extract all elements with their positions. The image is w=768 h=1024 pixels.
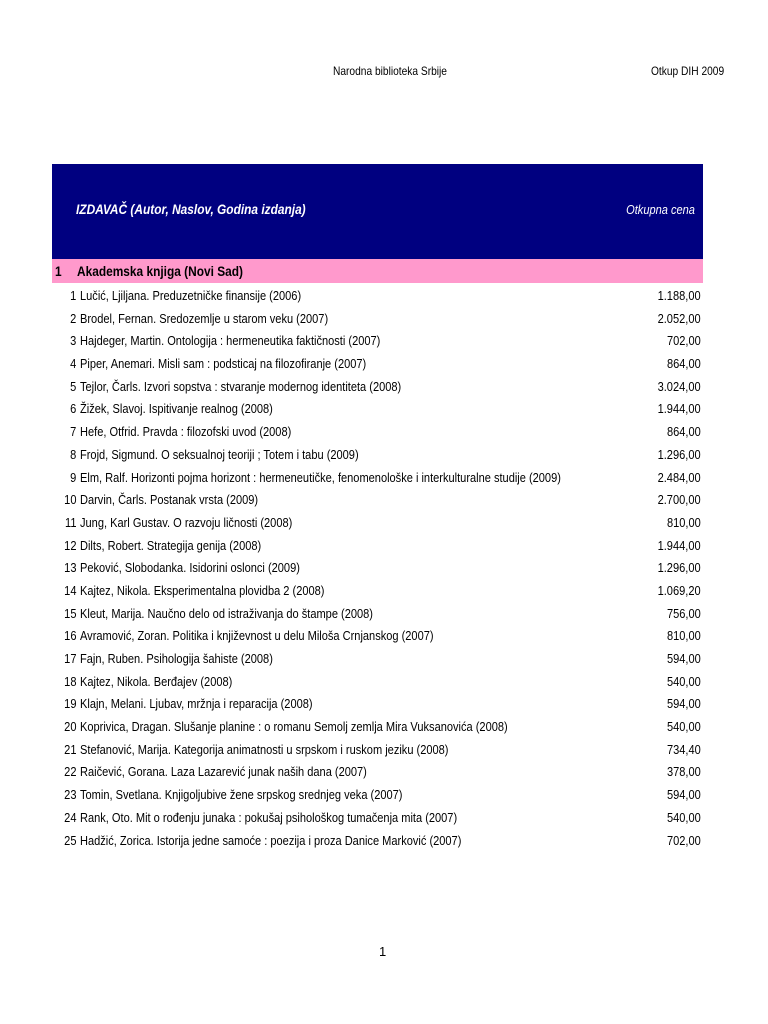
row-title: Koprivica, Dragan. Slušanje planine : o romanu Semolj zemlja Mira Vuksanovića (2008) — [80, 719, 508, 735]
row-price: 594,00 — [667, 787, 701, 803]
row-price: 756,00 — [667, 605, 701, 621]
row-price: 540,00 — [667, 673, 701, 689]
row-number: 4 — [69, 356, 76, 372]
row-title: Kleut, Marija. Naučno delo od istraživanja do štampe (2008) — [80, 605, 373, 621]
table-row — [52, 557, 703, 580]
row-price: 1.296,00 — [657, 560, 701, 576]
table-row — [52, 421, 703, 444]
table-row — [52, 308, 703, 331]
row-price: 2.052,00 — [657, 310, 701, 326]
row-title: Fajn, Ruben. Psihologija šahiste (2008) — [80, 651, 273, 666]
row-number: 5 — [69, 378, 76, 394]
row-price: 864,00 — [667, 356, 701, 372]
row-number: 18 — [63, 673, 76, 689]
row-title: Elm, Ralf. Horizonti pojma horizont : hermeneutičke, fenomenološke i interkulturalne studije (2009) — [80, 469, 561, 485]
row-price: 540,00 — [667, 719, 701, 735]
row-price: 594,00 — [667, 651, 701, 666]
row-title: Frojd, Sigmund. O seksualnoj teoriji ; Totem i tabu (2009) — [80, 446, 359, 462]
table-row — [52, 671, 703, 694]
row-number: 20 — [63, 719, 76, 735]
table-row — [52, 603, 703, 626]
book-list — [52, 285, 703, 852]
row-number: 25 — [63, 832, 76, 848]
row-price: 2.484,00 — [657, 469, 701, 485]
row-number: 2 — [69, 310, 76, 326]
table-row — [52, 648, 703, 671]
page-number: 1 — [379, 944, 387, 959]
table-row — [52, 830, 703, 853]
row-number: 6 — [69, 401, 76, 417]
row-title: Hajdeger, Martin. Ontologija : hermeneutika faktičnosti (2007) — [80, 333, 381, 349]
row-number: 12 — [63, 537, 76, 553]
row-title: Jung, Karl Gustav. O razvoju ličnosti (2008) — [80, 514, 293, 530]
row-price: 1.188,00 — [657, 288, 701, 303]
row-title: Kajtez, Nikola. Berđajev (2008) — [80, 673, 233, 689]
row-price: 594,00 — [667, 696, 701, 712]
row-number: 11 — [64, 514, 76, 530]
row-price: 734,40 — [667, 741, 701, 757]
row-title: Kajtez, Nikola. Eksperimentalna plovidba 2 (2008) — [80, 582, 325, 598]
row-price: 2.700,00 — [657, 492, 701, 508]
header-document-title: Otkup DIH 2009 — [651, 64, 725, 78]
row-price: 3.024,00 — [657, 378, 701, 394]
table-row — [52, 761, 703, 784]
table-row — [52, 784, 703, 807]
table-row — [52, 467, 703, 490]
row-title: Žižek, Slavoj. Ispitivanje realnog (2008) — [80, 401, 273, 417]
row-price: 540,00 — [667, 809, 701, 825]
row-price: 1.944,00 — [657, 401, 701, 417]
row-title: Raičević, Gorana. Laza Lazarević junak naših dana (2007) — [80, 764, 367, 780]
row-number: 17 — [63, 651, 76, 666]
row-title: Brodel, Fernan. Sredozemlje u starom veku (2007) — [80, 310, 329, 326]
row-title: Avramović, Zoran. Politika i književnost u delu Miloša Crnjanskog (2007) — [80, 628, 434, 644]
row-title: Hadžić, Zorica. Istorija jedne samoće : poezija i proza Danice Marković (2007) — [80, 832, 462, 848]
table-row — [52, 353, 703, 376]
table-row — [52, 330, 703, 353]
row-title: Rank, Oto. Mit o rođenju junaka : pokušaj psihološkog tumačenja mita (2007) — [80, 809, 458, 825]
row-number: 10 — [63, 492, 76, 508]
table-row — [52, 512, 703, 535]
row-title: Hefe, Otfrid. Pravda : filozofski uvod (2008) — [80, 424, 292, 440]
table-row — [52, 535, 703, 558]
row-number: 3 — [69, 333, 76, 349]
row-price: 702,00 — [667, 333, 701, 349]
row-title: Lučić, Ljiljana. Preduzetničke finansije (2006) — [80, 288, 302, 303]
row-price: 1.069,20 — [657, 582, 701, 598]
table-header-banner — [52, 164, 703, 259]
table-row — [52, 285, 703, 308]
row-number: 7 — [69, 424, 76, 440]
column-header-price: Otkupna cena — [626, 202, 695, 217]
row-number: 13 — [63, 560, 76, 576]
table-row — [52, 716, 703, 739]
row-number: 1 — [69, 288, 76, 303]
row-number: 9 — [69, 469, 76, 485]
table-row — [52, 625, 703, 648]
row-price: 810,00 — [667, 628, 701, 644]
row-number: 15 — [63, 605, 76, 621]
row-price: 864,00 — [667, 424, 701, 440]
column-header-publisher: IZDAVAČ (Autor, Naslov, Godina izdanja) — [76, 201, 306, 217]
row-number: 16 — [63, 628, 76, 644]
row-number: 14 — [63, 582, 76, 598]
publisher-group-row — [52, 259, 703, 283]
row-number: 19 — [63, 696, 76, 712]
row-title: Piper, Anemari. Misli sam : podsticaj na filozofiranje (2007) — [80, 356, 367, 372]
row-title: Stefanović, Marija. Kategorija animatnosti u srpskom i ruskom jeziku (2008) — [80, 741, 449, 757]
row-number: 24 — [63, 809, 76, 825]
table-row — [52, 444, 703, 467]
table-row — [52, 489, 703, 512]
row-number: 23 — [63, 787, 76, 803]
row-title: Dilts, Robert. Strategija genija (2008) — [80, 537, 262, 553]
row-number: 8 — [69, 446, 76, 462]
table-row — [52, 807, 703, 830]
row-price: 810,00 — [667, 514, 701, 530]
row-title: Tejlor, Čarls. Izvori sopstva : stvaranje modernog identiteta (2008) — [80, 378, 402, 394]
row-title: Darvin, Čarls. Postanak vrsta (2009) — [80, 492, 259, 508]
table-row — [52, 580, 703, 603]
row-number: 21 — [63, 741, 76, 757]
row-title: Tomin, Svetlana. Knjigoljubive žene srpskog srednjeg veka (2007) — [80, 787, 403, 803]
header-library-name: Narodna biblioteka Srbije — [333, 64, 447, 78]
row-title: Peković, Slobodanka. Isidorini oslonci (2009) — [80, 560, 300, 576]
row-number: 22 — [63, 764, 76, 780]
table-row — [52, 693, 703, 716]
row-price: 1.944,00 — [657, 537, 701, 553]
table-row — [52, 739, 703, 762]
row-price: 1.296,00 — [657, 446, 701, 462]
row-title: Klajn, Melani. Ljubav, mržnja i reparacija (2008) — [80, 696, 313, 712]
publisher-group-name: Akademska knjiga (Novi Sad) — [77, 263, 244, 279]
table-row — [52, 376, 703, 399]
table-row — [52, 398, 703, 421]
row-price: 702,00 — [667, 832, 701, 848]
publisher-group-number: 1 — [55, 263, 62, 279]
row-price: 378,00 — [667, 764, 701, 780]
